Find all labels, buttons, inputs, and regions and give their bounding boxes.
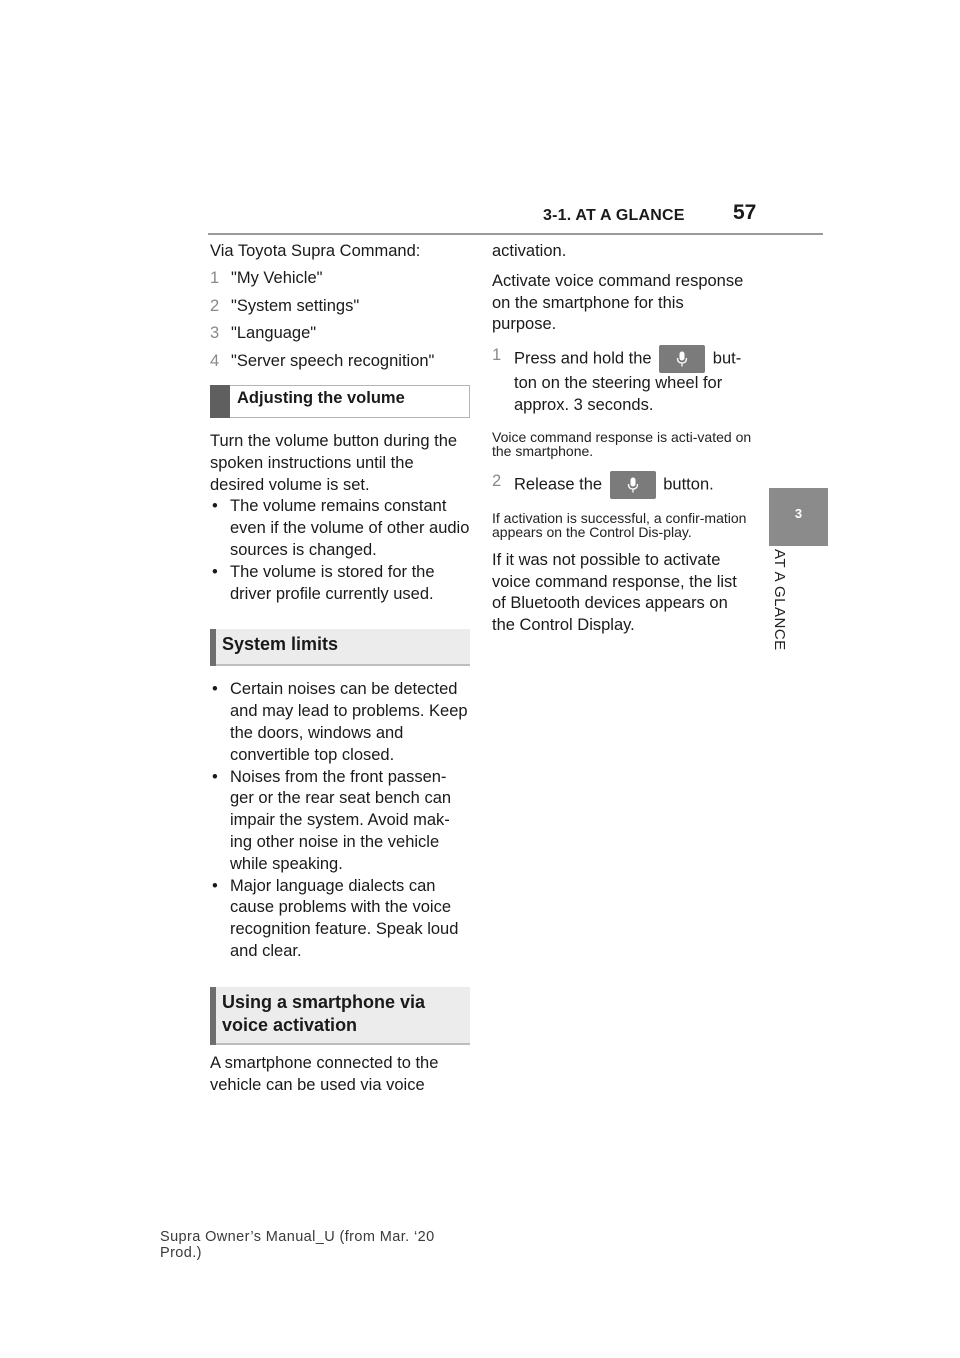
- step-number: 2: [210, 296, 220, 315]
- header-divider: [208, 233, 823, 235]
- step-number: 1: [492, 346, 502, 365]
- system-limits-heading: [210, 629, 470, 666]
- chapter-tab: [769, 488, 828, 546]
- smartphone-text: A smartphone connected to the vehicle can be used via voice: [210, 1053, 439, 1094]
- volume-text: Turn the volume button during the spoken instructions until the desired volume is set.: [210, 431, 458, 494]
- list-item: • Certain noises can be detected and may lead to problems. Keep the doors, windows and convertible top closed.: [210, 679, 470, 766]
- page-number: 57: [733, 201, 757, 224]
- heading-text-line-2: voice activation: [222, 1014, 358, 1035]
- bullet-marker: •: [212, 767, 218, 786]
- mic-button-image: [610, 471, 656, 499]
- microphone-icon: [627, 477, 639, 494]
- step-text: "Language": [231, 324, 317, 343]
- list-item: • Noises from the front passen-ger or the rear seat bench can impair the system. Avoid mak-ing other noise in the vehicle while speaking.: [210, 767, 470, 876]
- step-text: "System settings": [231, 296, 360, 315]
- bullet-marker: •: [212, 497, 218, 516]
- note-text: Voice command response is acti-vated on the smartphone.: [492, 428, 752, 460]
- step-number: 3: [210, 324, 220, 343]
- bullet-marker: •: [212, 876, 218, 895]
- limits-bullets: [210, 679, 470, 962]
- fail-text: If it was not possible to activate voice command response, the list of Bluetooth devices appears on the Control Display.: [492, 550, 737, 635]
- list-item: 2 Release the button.: [492, 471, 752, 499]
- list-item: • Major language dialects can cause problems with the voice recognition feature. Speak loud and clear.: [210, 876, 470, 963]
- right-column: [492, 241, 752, 637]
- smartphone-heading: [210, 987, 470, 1045]
- heading-text: System limits: [222, 634, 339, 655]
- mic-button-image: [659, 345, 705, 373]
- footer-text: Supra Owner’s Manual_U (from Mar. ‘20 Prod.): [160, 1229, 435, 1261]
- heading-marker: [210, 385, 230, 418]
- heading-text-line-1: Using a smartphone via: [222, 991, 426, 1012]
- step-text: "Server speech recognition": [231, 352, 435, 371]
- section-title: 3-1. AT A GLANCE: [543, 207, 685, 224]
- activate-text: Activate voice command response on the smartphone for this purpose.: [492, 271, 744, 334]
- list-item: [210, 351, 470, 373]
- list-item: 1 Press and hold the but- ton on the steering wheel for approx. 3 seconds.: [492, 345, 752, 417]
- list-item: [210, 268, 470, 290]
- bullet-marker: •: [212, 680, 218, 699]
- heading-marker: [210, 987, 216, 1045]
- step-text: "My Vehicle": [231, 268, 323, 287]
- heading-text: Adjusting the volume: [237, 388, 405, 407]
- microphone-icon: [676, 351, 688, 368]
- left-column: [210, 241, 470, 1096]
- volume-heading: [210, 385, 470, 418]
- step-number: 1: [210, 268, 220, 287]
- volume-bullets: [210, 496, 470, 605]
- chapter-tab-label: AT A GLANCE: [771, 549, 788, 651]
- continued-text: activation.: [492, 242, 567, 260]
- note-text: If activation is successful, a confir-mation appears on the Control Dis-play.: [492, 509, 747, 541]
- step-number: 2: [492, 471, 502, 490]
- bullet-marker: •: [212, 562, 218, 581]
- intro-text: Via Toyota Supra Command:: [210, 242, 421, 260]
- step-number: 4: [210, 352, 220, 371]
- list-item: [210, 296, 470, 318]
- chapter-tab-number: 3: [794, 506, 803, 521]
- list-item: [210, 323, 470, 345]
- heading-marker: [210, 629, 216, 666]
- list-item: • The volume is stored for the driver profile currently used.: [210, 562, 470, 606]
- list-item: • The volume remains constant even if the volume of other audio sources is changed.: [210, 496, 470, 561]
